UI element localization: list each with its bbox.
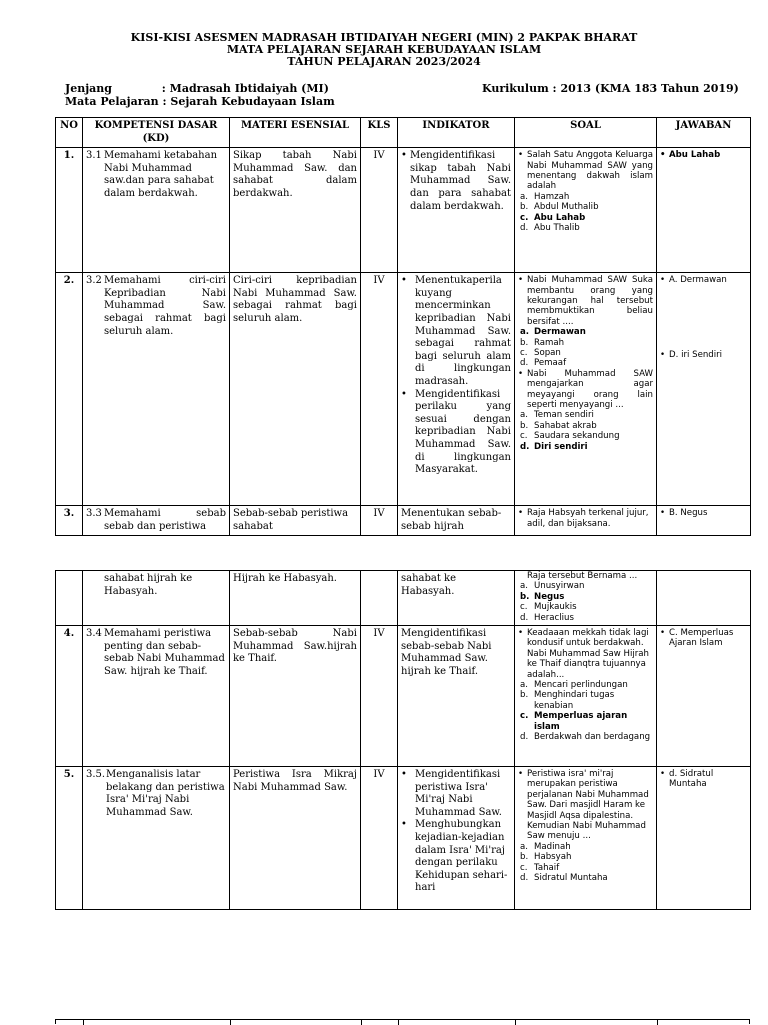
table-divider	[657, 1020, 658, 1025]
table-row	[56, 273, 751, 506]
kd-number: 3.3	[86, 508, 102, 520]
soal-question: • Keadaaan mekkah tidak lagi kondusif untuk berdakwah. Nabi Muhammad Saw Hijrah ke Thaif dianqtra tujuannya adalah...	[518, 628, 653, 680]
soal-option-c: c. Mujkaukis	[520, 602, 577, 613]
row-no: 2.	[56, 273, 83, 506]
kd-number: 3.1	[86, 150, 102, 162]
soal-option-a: a. Madinah	[520, 841, 571, 852]
kd-number: 3.2	[86, 275, 102, 287]
jawaban-text: • d. Sidratul Muntaha	[660, 769, 747, 790]
meta-mapel: Mata Pelajaran : Sejarah Kebudayaan Islam	[65, 95, 335, 108]
indikator-cell	[398, 767, 515, 910]
soal-option-c: c. Sopan	[520, 348, 561, 359]
kls-cell: IV	[361, 506, 398, 536]
soal-cell	[515, 767, 657, 910]
kd-number: 3.4	[86, 628, 102, 640]
soal-option-c: c. Tahaif	[520, 862, 560, 873]
row-no: 3.	[56, 506, 83, 536]
soal-option-c: c. Memperluas ajaran islam	[520, 711, 628, 732]
soal-question: • Nabi Muhammad SAW Suka membantu orang yang kekurangan hal tersebut membmuktikan beliau bersifat ....	[518, 275, 653, 327]
soal-option-a: a. Dermawan	[520, 327, 586, 338]
table-header-row	[56, 118, 751, 148]
jawaban-cell-empty	[657, 571, 751, 626]
row-no: 5.	[56, 767, 83, 910]
kls-cell: IV	[361, 273, 398, 506]
soal-option-d: d. Sidratul Muntaha	[520, 873, 608, 884]
table-divider	[361, 1020, 362, 1025]
kd-text: Menganalisis latar belakang dan peristiwa Isra' Mi'raj Nabi Muhammad Saw.	[106, 769, 225, 818]
jawaban-text: • Abu Lahab	[660, 150, 747, 160]
col-kls: KLS	[361, 118, 398, 148]
soal-question: • Nabi Muhammad SAW mengajarkan agar meyayangi orang lain seperti menyayangi ...	[518, 369, 653, 411]
jawaban-cell	[657, 626, 751, 767]
doc-subject: MATA PELAJARAN SEJARAH KEBUDAYAAN ISLAM	[226, 43, 542, 56]
col-kd: KOMPETENSI DASAR (KD)	[83, 118, 230, 148]
soal-option-b: b. Habsyah	[520, 852, 572, 863]
col-jawaban: JAWABAN	[657, 118, 751, 148]
materi-cell: Ciri-ciri kepribadian Nabi Muhammad Saw. sebagai rahmat bagi seluruh alam.	[230, 273, 361, 506]
col-indikator: INDIKATOR	[398, 118, 515, 148]
row-no-empty	[56, 571, 83, 626]
table-divider	[83, 1020, 84, 1025]
materi-cell: Sebab-sebab peristiwa sahabat	[230, 506, 361, 536]
soal-option-c: c. Abu Lahab	[520, 212, 586, 223]
indikator-item: • Mengidentifikasi sikap tabah Nabi Muhammad Saw. dan para sahabat dalam berdakwah.	[401, 150, 511, 213]
kd-cell	[83, 626, 230, 767]
kd-cell	[83, 273, 230, 506]
table-row	[56, 148, 751, 273]
indikator-cell: Menentukan sebab-sebab hijrah	[398, 506, 515, 536]
soal-option-d: d. Berdakwah dan berdagang	[520, 732, 651, 743]
jawaban-cell	[657, 273, 751, 506]
kd-text: Memahami peristiwa penting dan sebab-sebab Nabi Muhammad Saw. hijrah ke Thaif.	[104, 628, 225, 677]
kd-text: Memahami sebab sebab dan peristiwa	[104, 508, 226, 532]
doc-title: KISI-KISI ASESMEN MADRASAH IBTIDAIYAH NEGERI (MIN) 2 PAKPAK BHARAT	[130, 31, 638, 44]
materi-cell: Hijrah ke Habasyah.	[230, 571, 361, 626]
indikator-item: • Menghubungkan kejadian-kejadian dalam Isra' Mi'raj dengan perilaku Kehidupan sehari-hari	[401, 819, 511, 895]
jawaban-text: • D. iri Sendiri	[660, 350, 747, 360]
soal-question: • Peristiwa isra' mi'raj merupakan peristiwa perjalanan Nabi Muhammad Saw. Dari masjidl Haram ke Masjidl Aqsa dipalestina. Kemudian Nabi Muhammad Saw menuju ...	[518, 769, 653, 842]
jawaban-text: • B. Negus	[660, 508, 747, 518]
indikator-cell	[398, 148, 515, 273]
indikator-item: • Mengidentifikasi peristiwa Isra' Mi'raj Nabi Muhammad Saw.	[401, 769, 511, 819]
soal-cell	[515, 148, 657, 273]
materi-cell: Sebab-sebab Nabi Muhammad Saw.hijrah ke Thaif.	[230, 626, 361, 767]
kls-cell: IV	[361, 626, 398, 767]
kd-cell	[83, 506, 230, 536]
soal-option-a: a. Hamzah	[520, 191, 570, 202]
soal-option-a: a. Teman sendiri	[520, 410, 594, 421]
doc-year: TAHUN PELAJARAN 2023/2024	[287, 55, 481, 68]
indikator-item: • Menentukaperila kuyang mencerminkan kepribadian Nabi Muhammad Saw. sebagai rahmat bagi seluruh alam di lingkungan madrasah.	[401, 275, 511, 388]
kisi-table-page1	[55, 117, 751, 536]
col-soal: SOAL	[515, 118, 657, 148]
meta-jenjang: Jenjang : Madrasah Ibtidaiyah (MI)	[65, 82, 329, 95]
kd-number: 3.5.	[86, 769, 106, 781]
soal-option-b: b. Sahabat akrab	[520, 420, 597, 431]
table-row	[56, 571, 751, 626]
soal-option-a: a. Mencari perlindungan	[520, 680, 628, 691]
materi-cell: Sikap tabah Nabi Muhammad Saw. dan sahabat dalam berdakwah.	[230, 148, 361, 273]
indikator-cell: Mengidentifikasi sebab-sebab Nabi Muhammad Saw. hijrah ke Thaif.	[398, 626, 515, 767]
col-no: NO	[56, 118, 83, 148]
row-no: 1.	[56, 148, 83, 273]
table-row	[56, 506, 751, 536]
kls-cell-empty	[361, 571, 398, 626]
soal-option-a: a. Unusyirwan	[520, 581, 585, 592]
kd-text: Memahami ciri-ciri Kepribadian Nabi Muhammad Saw. sebagai rahmat bagi seluruh alam.	[104, 275, 226, 337]
kisi-table-page2	[55, 570, 751, 910]
col-materi: MATERI ESENSIAL	[230, 118, 361, 148]
jawaban-cell	[657, 506, 751, 536]
kd-cell	[83, 571, 230, 626]
soal-cell	[515, 273, 657, 506]
next-page-table-edge	[55, 1019, 750, 1024]
indikator-item: • Mengidentifikasi perilaku yang sesuai dengan kepribadian Nabi Muhammad Saw. di lingkungan Masyarakat.	[401, 389, 511, 477]
meta-kurikulum: Kurikulum : 2013 (KMA 183 Tahun 2019)	[482, 82, 739, 95]
soal-question: Raja tersebut Bernama ...	[527, 571, 638, 581]
kd-text: Memahami ketabahan Nabi Muhammad saw.dan para sahabat dalam berdakwah.	[104, 150, 218, 199]
kd-cell	[83, 767, 230, 910]
materi-cell: Peristiwa Isra Mikraj Nabi Muhammad Saw.	[230, 767, 361, 910]
soal-question: • Salah Satu Anggota Keluarga Nabi Muhammad SAW yang menentang dakwah islam adalah	[518, 150, 653, 192]
kls-cell: IV	[361, 767, 398, 910]
soal-cell	[515, 626, 657, 767]
kd-text: sahabat hijrah ke Habasyah.	[104, 573, 193, 597]
row-no: 4.	[56, 626, 83, 767]
jawaban-cell	[657, 767, 751, 910]
soal-option-b: b. Negus	[520, 591, 565, 602]
soal-option-b: b. Menghindari tugas kenabian	[520, 690, 615, 711]
kd-cell	[83, 148, 230, 273]
soal-option-b: b. Abdul Muthalib	[520, 202, 599, 213]
soal-option-d: d. Diri sendiri	[520, 441, 588, 452]
soal-option-d: d. Abu Thalib	[520, 223, 580, 234]
table-row	[56, 767, 751, 910]
table-divider	[398, 1020, 399, 1025]
jawaban-text: • A. Dermawan	[660, 275, 747, 285]
table-divider	[515, 1020, 516, 1025]
soal-question: • Raja Habsyah terkenal jujur, adil, dan bijaksana.	[518, 508, 653, 529]
soal-cell	[515, 506, 657, 536]
jawaban-cell	[657, 148, 751, 273]
indikator-cell	[398, 273, 515, 506]
soal-option-d: d. Heraclius	[520, 612, 574, 623]
kls-cell: IV	[361, 148, 398, 273]
soal-cell	[515, 571, 657, 626]
soal-option-b: b. Ramah	[520, 337, 565, 348]
soal-option-c: c. Saudara sekandung	[520, 431, 620, 442]
table-divider	[230, 1020, 231, 1025]
table-row	[56, 626, 751, 767]
jawaban-text: • C. Memperluas Ajaran Islam	[660, 628, 747, 649]
soal-option-d: d. Pemaaf	[520, 358, 567, 369]
indikator-cell: sahabat ke Habasyah.	[398, 571, 515, 626]
